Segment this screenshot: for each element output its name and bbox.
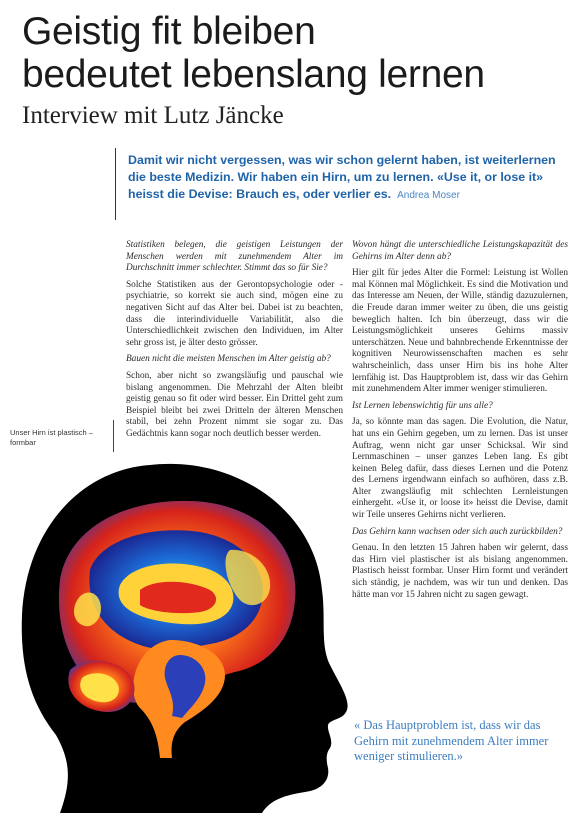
lead-paragraph <box>128 152 568 204</box>
article-subtitle: Interview mit Lutz Jäncke <box>22 102 284 129</box>
answer-4: Ja, so könnte man das sagen. Die Evolution, die Natur, hat uns ein Gehirn gegeben, um zu lernen. Das ist unser Auftrag, wenn nicht gar unser Schicksal. Wir sind Lernmaschinen – unser ganzes Leben lang. Es gibt keinen Beleg dafür, dass dieses Lernen und die Potenz des Lernens irgendwann einfach so aufhören, dass z.B. Alter zwangsläufig mit schlechten Lernleistungen einhergeht. «Use it, or loose it» heisst die Devise, damit wir Teile unseres Gehirns nicht verlieren. <box>352 417 568 521</box>
brain-scan-silhouette <box>0 440 360 813</box>
question-5: Das Gehirn kann wachsen oder sich auch zurückbilden? <box>352 526 563 537</box>
lead-text: Damit wir nicht vergessen, was wir schon gelernt haben, ist weiterlernen die beste Medizin. Wir haben ein Hirn, um zu lernen. «Use it, or lose it» heisst die Devise: Brauch es, oder verlier es. <box>128 153 556 201</box>
answer-1: Solche Statistiken aus der Gerontopsychologie oder -psychiatrie, so korrekt sie auch sind, mögen eine zu negativen Sicht auf das Alter bei. Dabei ist zu beachten, dass die interindividuelle Variabilität, also die Unterschiedlichkeit zwischen den Individuen, im Alter sehr gross ist, je älter desto grösser. <box>126 279 343 348</box>
article-title <box>22 10 485 96</box>
pull-quote: « Das Hauptproblem ist, dass wir das Gehirn mit zunehmendem Alter immer weniger stimulieren.» <box>354 718 549 763</box>
question-2: Bauen nicht die meisten Menschen im Alter geistig ab? <box>126 354 331 365</box>
question-4: Ist Lernen lebenswichtig für uns alle? <box>352 400 493 411</box>
column-right <box>352 240 568 606</box>
title-line-1: Geistig fit bleiben <box>22 10 316 53</box>
figure-caption: Unser Hirn ist plastisch – formbar <box>10 428 93 447</box>
column-left <box>126 240 343 446</box>
title-line-2: bedeutet lebenslang lernen <box>22 53 485 96</box>
answer-3: Hier gilt für jedes Alter die Formel: Leistung ist Wollen mal Können mal Möglichkeit. Es sind die Motivation und das Interesse am Neuen, der Wille, ständig dazuzulernen, die Freude daran immer weiter zu üben, die uns geistig beweglich halten. Ich bin überzeugt, dass wir die Leistungsmöglichkeit unseres Gehirns massiv unterschätzen. Neue und bahnbrechende Erkenntnisse der kognitiven Neurowissenschaften machen es sehr wahrscheinlich, dass unser Hirn bis ins hohe Alter lernfähig ist. Das Hauptproblem ist, dass wir das Gehirn mit zunehmendem Alter immer weniger stimulieren. <box>352 268 568 395</box>
question-1: Statistiken belegen, die geistigen Leistungen der Menschen werden mit zunehmendem Alter im Durchschnitt immer schlechter. Stimmt das so für Sie? <box>126 240 343 274</box>
answer-5: Genau. In den letzten 15 Jahren haben wir gelernt, dass das Hirn viel plastischer ist als bislang angenommen. Plastisch heisst formbar. Unser Hirn formt und verändert sich ständig, je nachdem, was wir tun und denken. Das hätte man vor 15 Jahren nicht zu sagen gewagt. <box>352 543 568 600</box>
answer-2: Schon, aber nicht so zwangsläufig und pauschal wie bislang angenommen. Die Mehrzahl der Alten bleibt geistig genau so fit oder wird besser. Ein Drittel geht zum Beispiel bleibt bei zwei Dritteln der älteren Menschen stabil, bei zehn Prozent nimmt sie sogar zu. Das Gedächtnis kann sogar noch deutlich besser werden. <box>126 370 343 439</box>
question-3: Wovon hängt die unterschiedliche Leistungskapazität des Gehirns im Alter denn ab? <box>352 240 568 262</box>
lead-author: Andrea Moser <box>397 190 460 201</box>
lead-rule <box>115 148 116 220</box>
